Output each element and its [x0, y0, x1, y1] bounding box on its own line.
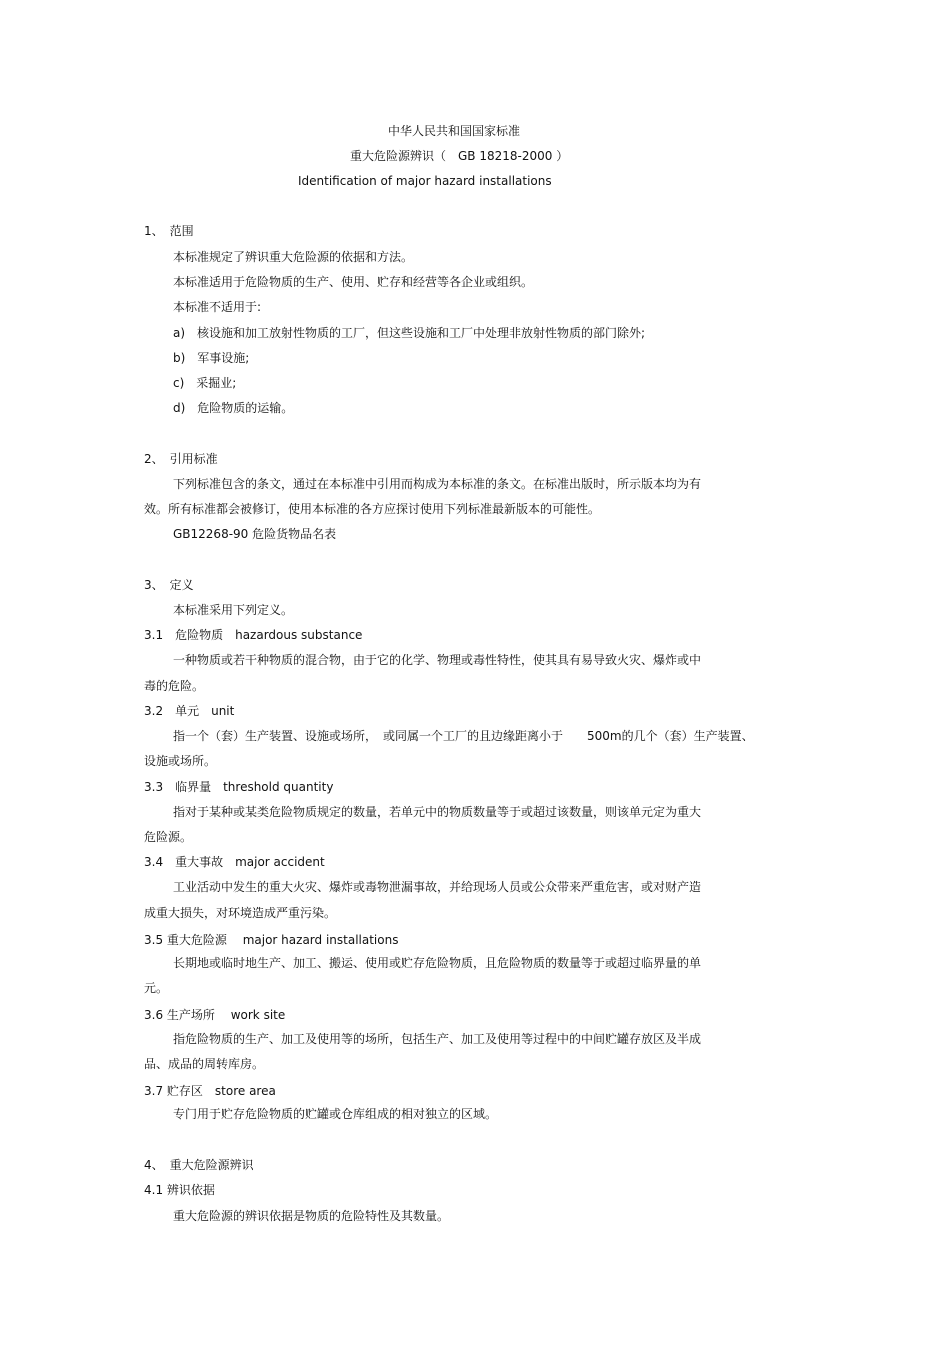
definition-text: 元。: [144, 981, 169, 995]
section-3-intro: 本标准采用下列定义。: [173, 603, 294, 617]
definition-text: 长期地或临时地生产、加工、搬运、使用或贮存危险物质，且危险物质的数量等于或超过临界量的单: [173, 956, 702, 970]
definition-heading: 3.5 重大危险源 major hazard installations: [144, 933, 399, 947]
definition-heading: 3.7 贮存区 store area: [144, 1084, 276, 1098]
section-2-paragraph: 下列标准包含的条文，通过在本标准中引用而构成为本标准的条文。在标准出版时，所示版本均为有: [173, 477, 702, 491]
definition-text: 专门用于贮存危险物质的贮罐或仓库组成的相对独立的区域。: [173, 1107, 498, 1121]
definition-text: 指一个（套）生产装置、设施或场所， 或同属一个工厂的且边缘距离小于 500m的几个（套）生产装置、: [173, 729, 754, 743]
standard-name: 重大危险源辨识（ GB 18218-2000 ）: [350, 149, 569, 163]
section-4-heading: 4、 重大危险源辨识: [144, 1158, 254, 1172]
section-4-paragraph: 重大危险源的辨识依据是物质的危险特性及其数量。: [173, 1209, 450, 1223]
definition-text: 成重大损失，对环境造成严重污染。: [144, 906, 337, 920]
list-item: d) 危险物质的运输。: [173, 401, 294, 415]
definition-heading: 3.6 生产场所 work site: [144, 1008, 286, 1022]
standard-english-name: Identification of major hazard installations: [298, 174, 552, 188]
definition-text: 指危险物质的生产、加工及使用等的场所，包括生产、加工及使用等过程中的中间贮罐存放区及半成: [173, 1032, 702, 1046]
definition-text: 危险源。: [144, 830, 193, 844]
definition-text: 一种物质或若干种物质的混合物，由于它的化学、物理或毒性特性，使其具有易导致火灾、爆炸或中: [173, 653, 702, 667]
list-item: c) 采掘业;: [173, 376, 237, 390]
list-item: b) 军事设施;: [173, 351, 250, 365]
definition-heading: 3.1 危险物质 hazardous substance: [144, 628, 363, 642]
definition-heading: 3.4 重大事故 major accident: [144, 855, 325, 869]
section-1-paragraph: 本标准适用于危险物质的生产、使用、贮存和经营等各企业或组织。: [173, 275, 534, 289]
section-2-heading: 2、 引用标准: [144, 452, 218, 466]
section-2-paragraph: 效。所有标准都会被修订，使用本标准的各方应探讨使用下列标准最新版本的可能性。: [144, 502, 601, 516]
section-1-heading: 1、 范围: [144, 224, 194, 238]
section-1-paragraph: 本标准规定了辨识重大危险源的依据和方法。: [173, 250, 414, 264]
definition-text: 品、成品的周转库房。: [144, 1057, 265, 1071]
referenced-standard: GB12268-90 危险货物品名表: [173, 527, 337, 541]
list-item: a) 核设施和加工放射性物质的工厂，但这些设施和工厂中处理非放射性物质的部门除外;: [173, 326, 646, 340]
definition-text: 毒的危险。: [144, 679, 205, 693]
definition-text: 设施或场所。: [144, 754, 217, 768]
definition-text: 指对于某种或某类危险物质规定的数量，若单元中的物质数量等于或超过该数量，则该单元定为重大: [173, 805, 702, 819]
definition-heading: 3.3 临界量 threshold quantity: [144, 780, 334, 794]
document-title: 中华人民共和国国家标准: [388, 124, 521, 138]
section-3-heading: 3、 定义: [144, 578, 194, 592]
definition-text: 工业活动中发生的重大火灾、爆炸或毒物泄漏事故，并给现场人员或公众带来严重危害，或对财产造: [173, 880, 702, 894]
definition-heading: 3.2 单元 unit: [144, 704, 235, 718]
subsection-heading: 4.1 辨识依据: [144, 1183, 215, 1197]
section-1-paragraph: 本标准不适用于:: [173, 300, 262, 314]
